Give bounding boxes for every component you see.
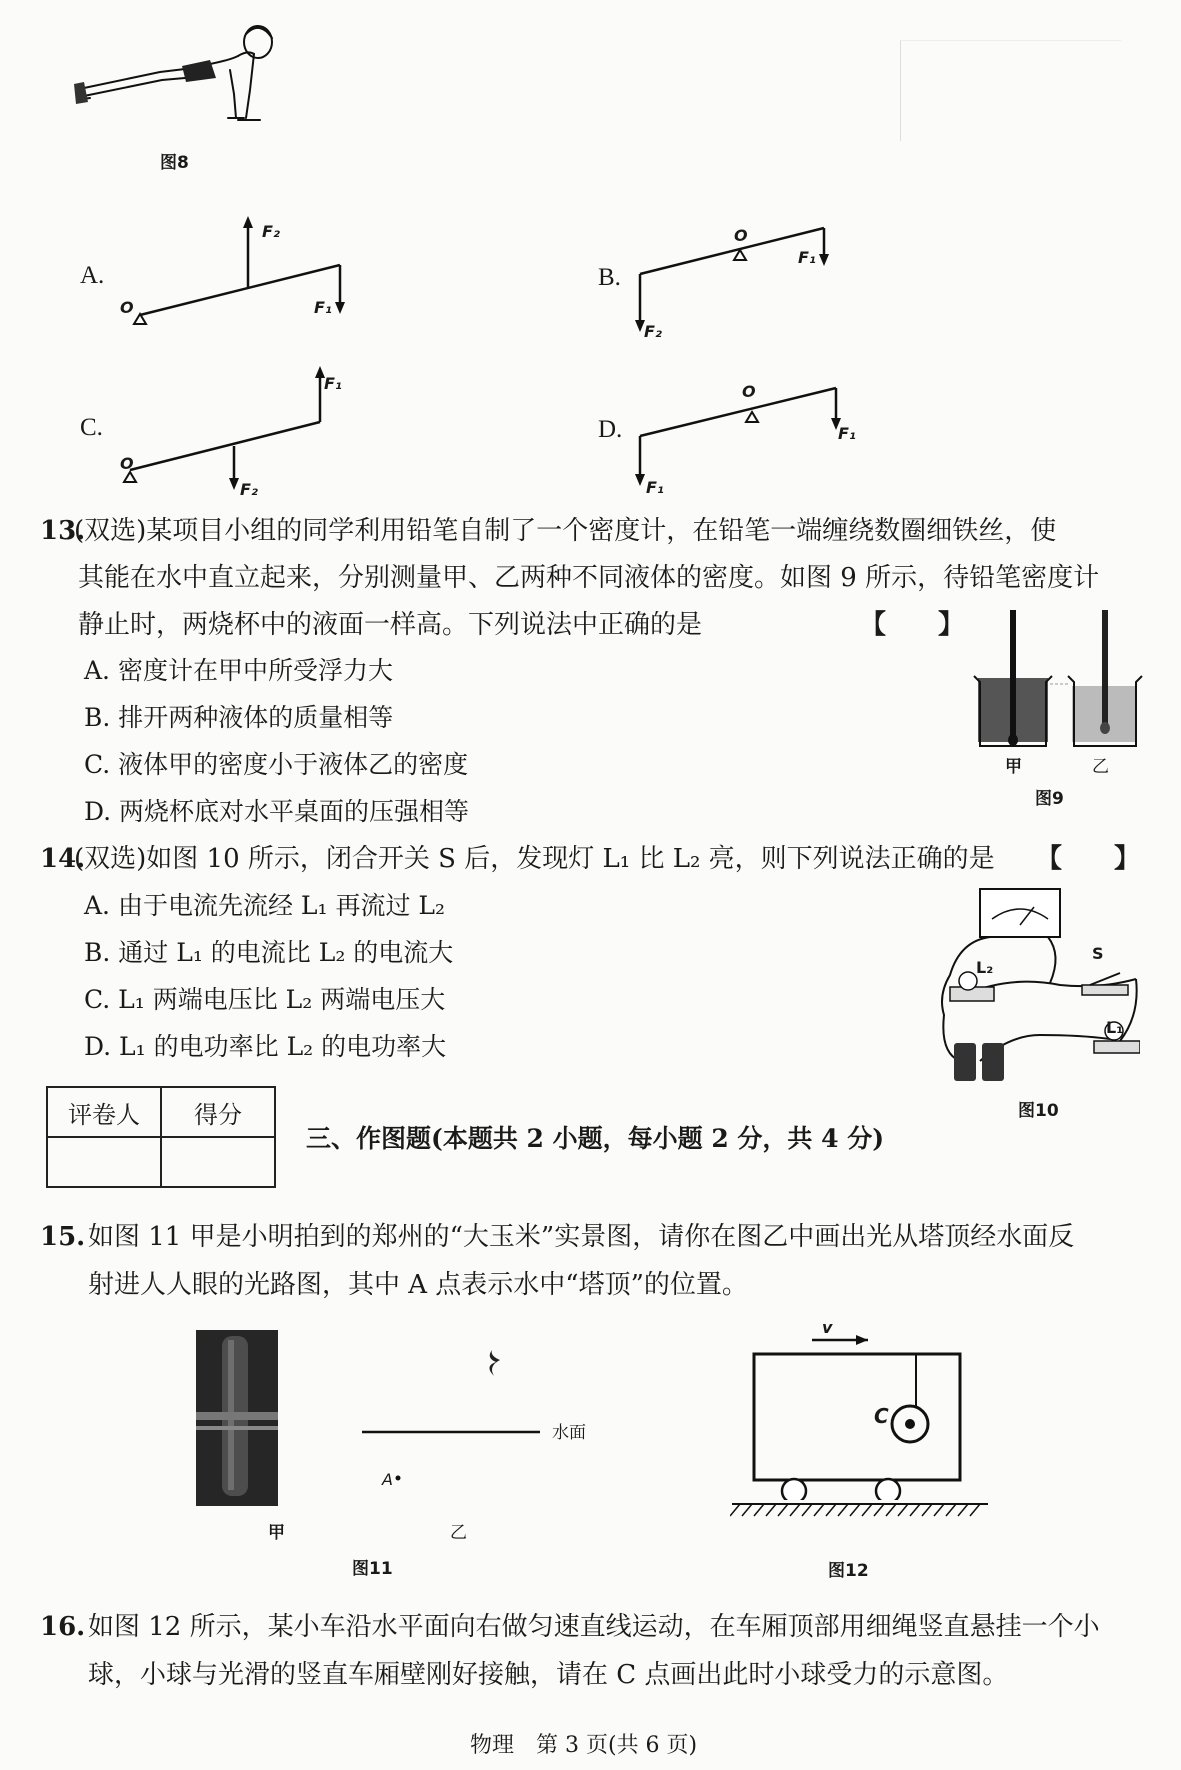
q13-line-3: 静止时，两烧杯中的液面一样高。下列说法中正确的是 <box>78 610 703 640</box>
q15-number: 15. <box>40 1222 86 1252</box>
q12-a-o-label: O <box>120 298 134 317</box>
score-table <box>46 1086 276 1188</box>
fig11-left-label: 甲 <box>268 1523 285 1543</box>
fig11-point-a: A <box>382 1470 393 1489</box>
score-table-score-header: 得分 <box>161 1087 275 1137</box>
q13-line-1: (双选)某项目小组的同学利用铅笔自制了一个密度计，在铅笔一端缠绕数圈细铁丝，使 <box>74 516 1057 546</box>
q13-number: 13. <box>40 516 86 546</box>
score-table-reviewer-cell[interactable] <box>47 1137 161 1187</box>
fig10-lamp1-label: L₁ <box>1106 1018 1124 1037</box>
q12-option-d-letter: D. <box>598 416 623 443</box>
q12-option-c-letter: C. <box>80 414 103 441</box>
fig12-caption: 图12 <box>828 1561 869 1581</box>
q16-line-1: 如图 12 所示，某小车沿水平面向右做匀速直线运动，在车厢顶部用细绳竖直悬挂一个小 <box>88 1612 1100 1642</box>
fig9-left-label: 甲 <box>1005 757 1022 777</box>
fig9-caption: 图9 <box>1035 789 1064 809</box>
eye-icon <box>489 1350 500 1376</box>
fig11-water-diagram <box>360 1340 550 1490</box>
fig12-ground <box>730 1502 990 1518</box>
q16-number: 16. <box>40 1612 86 1642</box>
score-table-reviewer-header: 评卷人 <box>47 1087 161 1137</box>
q12-b-o-label: O <box>734 226 748 245</box>
fig10-circuit <box>930 885 1140 1085</box>
q13-choice-d: D. 两烧杯底对水平桌面的压强相等 <box>84 797 470 826</box>
q13-choice-a: A. 密度计在甲中所受浮力大 <box>84 656 393 685</box>
q12-c-o-label: O <box>120 454 134 473</box>
q12-a-f-lower: F₁ <box>314 298 332 317</box>
q12-d-f-upper: F₁ <box>838 424 856 443</box>
fig11-water-label: 水面 <box>552 1423 586 1443</box>
q12-b-f-upper: F₁ <box>798 248 816 267</box>
fig10-lamp2-label: L₂ <box>976 958 994 977</box>
q12-option-c-lever <box>110 360 350 500</box>
q14-choice-a: A. 由于电流先流经 L₁ 再流过 L₂ <box>84 891 446 920</box>
fig10-caption: 图10 <box>1018 1101 1059 1121</box>
fig10-switch-label: S <box>1092 944 1104 963</box>
q12-d-f-lower: F₁ <box>646 478 664 497</box>
q12-b-f-lower: F₂ <box>644 322 662 341</box>
q14-stem: (双选)如图 10 所示，闭合开关 S 后，发现灯 L₁ 比 L₂ 亮，则下列说法正确的是 <box>74 844 995 874</box>
q14-answer-bracket: 【 】 <box>1036 844 1141 874</box>
fig8-pushup-illustration <box>70 20 300 130</box>
q13-choice-c: C. 液体甲的密度小于液体乙的密度 <box>84 750 469 779</box>
fig9-right-label: 乙 <box>1092 757 1109 777</box>
q14-choice-d: D. L₁ 的电功率比 L₂ 的电功率大 <box>84 1032 447 1061</box>
q13-choice-b: B. 排开两种液体的质量相等 <box>84 703 394 732</box>
fig9-beakers <box>970 600 1150 760</box>
q12-option-a-letter: A. <box>80 262 105 289</box>
q15-line-2: 射进人人眼的光路图，其中 A 点表示水中“塔顶”的位置。 <box>88 1270 748 1300</box>
q14-choice-c: C. L₁ 两端电压比 L₂ 两端电压大 <box>84 985 446 1014</box>
page-footer: 物理 第 3 页(共 6 页) <box>470 1733 698 1758</box>
fig11-photo <box>196 1330 278 1506</box>
q13-line-2: 其能在水中直立起来，分别测量甲、乙两种不同液体的密度。如图 9 所示，待铅笔密度计 <box>78 563 1100 593</box>
q14-number: 14. <box>40 844 86 874</box>
fig12-cart <box>730 1320 990 1500</box>
torn-corner-mark <box>900 40 1121 141</box>
q12-d-o-label: O <box>742 382 756 401</box>
q12-option-b-letter: B. <box>598 264 621 291</box>
q12-c-f-upper: F₁ <box>324 374 342 393</box>
score-table-score-cell[interactable] <box>161 1137 275 1187</box>
q15-line-1: 如图 11 甲是小明拍到的郑州的“大玉米”实景图，请你在图乙中画出光从塔顶经水面反 <box>88 1222 1075 1252</box>
fig12-velocity-label: v <box>822 1318 833 1337</box>
fig11-right-label: 乙 <box>450 1523 467 1543</box>
fig12-point-c: C <box>874 1404 889 1428</box>
q13-answer-bracket: 【 】 <box>860 610 965 640</box>
q14-choice-b: B. 通过 L₁ 的电流比 L₂ 的电流大 <box>84 938 454 967</box>
section3-title: 三、作图题(本题共 2 小题，每小题 2 分，共 4 分) <box>306 1124 885 1153</box>
fig11-caption: 图11 <box>352 1559 393 1579</box>
q12-c-f-lower: F₂ <box>240 480 258 499</box>
fig8-caption: 图8 <box>160 153 189 173</box>
q16-line-2: 球，小球与光滑的竖直车厢壁刚好接触，请在 C 点画出此时小球受力的示意图。 <box>88 1660 1009 1690</box>
q12-a-f-upper: F₂ <box>262 222 280 241</box>
